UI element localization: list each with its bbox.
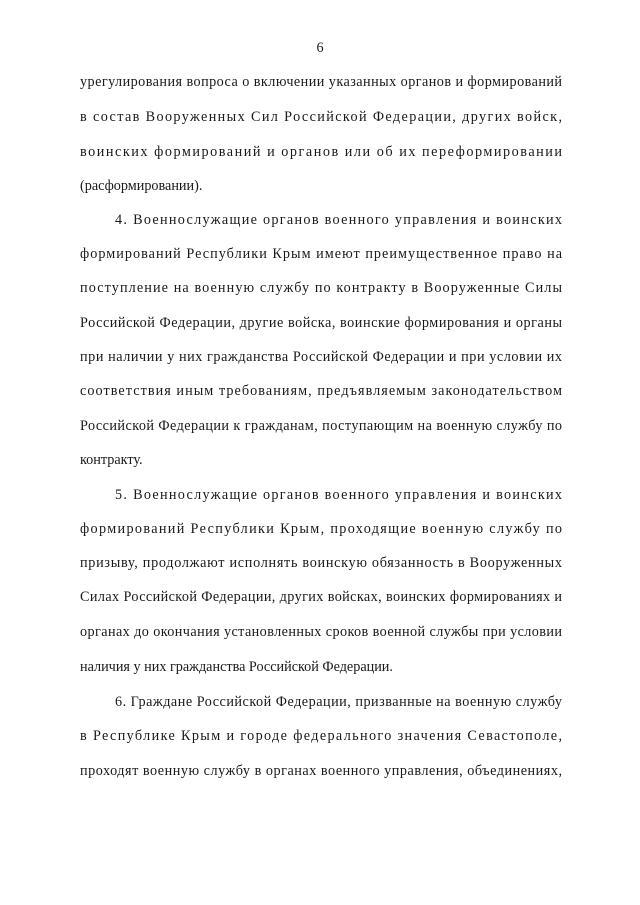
paragraph-p5-line: призыву, продолжают исполнять воинскую обязанность в Вооруженных [80, 555, 562, 571]
paragraph-p3-continued-line: (расформировании). [80, 178, 203, 194]
paragraph-p6-line: в Республике Крым и городе федерального значения Севастополе, [80, 728, 562, 744]
paragraph-p4-line: Российской Федерации к гражданам, поступающим на военную службу по [80, 418, 562, 434]
paragraph-p5-line: Силах Российской Федерации, других войсках, воинских формированиях и [80, 589, 562, 605]
paragraph-p4-line: Российской Федерации, другие войска, воинские формирования и органы [80, 315, 562, 331]
paragraph-p4-line: поступление на военную службу по контракту в Вооруженные Силы [80, 280, 562, 296]
paragraph-p6-line: 6. Граждане Российской Федерации, призванные на военную службу [115, 694, 562, 710]
paragraph-p4-line: 4. Военнослужащие органов военного управления и воинских [115, 212, 562, 228]
paragraph-p4-line: контракту. [80, 452, 143, 468]
paragraph-p5-line: органах до окончания установленных сроков военной службы при условии [80, 624, 562, 640]
paragraph-p3-continued-line: урегулирования вопроса о включении указанных органов и формирований [80, 74, 562, 90]
paragraph-p4-line: формирований Республики Крым имеют преимущественное право на [80, 246, 562, 262]
page-number: 6 [316, 40, 324, 56]
paragraph-p3-continued-line: в состав Вооруженных Сил Российской Федерации, других войск, [80, 109, 562, 125]
paragraph-p5-line: 5. Военнослужащие органов военного управления и воинских [115, 487, 562, 503]
paragraph-p6-line: проходят военную службу в органах военного управления, объединениях, [80, 763, 562, 779]
paragraph-p3-continued-line: воинских формирований и органов или об их переформировании [80, 144, 562, 160]
paragraph-p4-line: при наличии у них гражданства Российской Федерации и при условии их [80, 349, 562, 365]
paragraph-p4-line: соответствия иным требованиям, предъявляемым законодательством [80, 383, 562, 399]
paragraph-p5-line: формирований Республики Крым, проходящие военную службу по [80, 521, 562, 537]
paragraph-p5-line: наличия у них гражданства Российской Федерации. [80, 659, 393, 675]
